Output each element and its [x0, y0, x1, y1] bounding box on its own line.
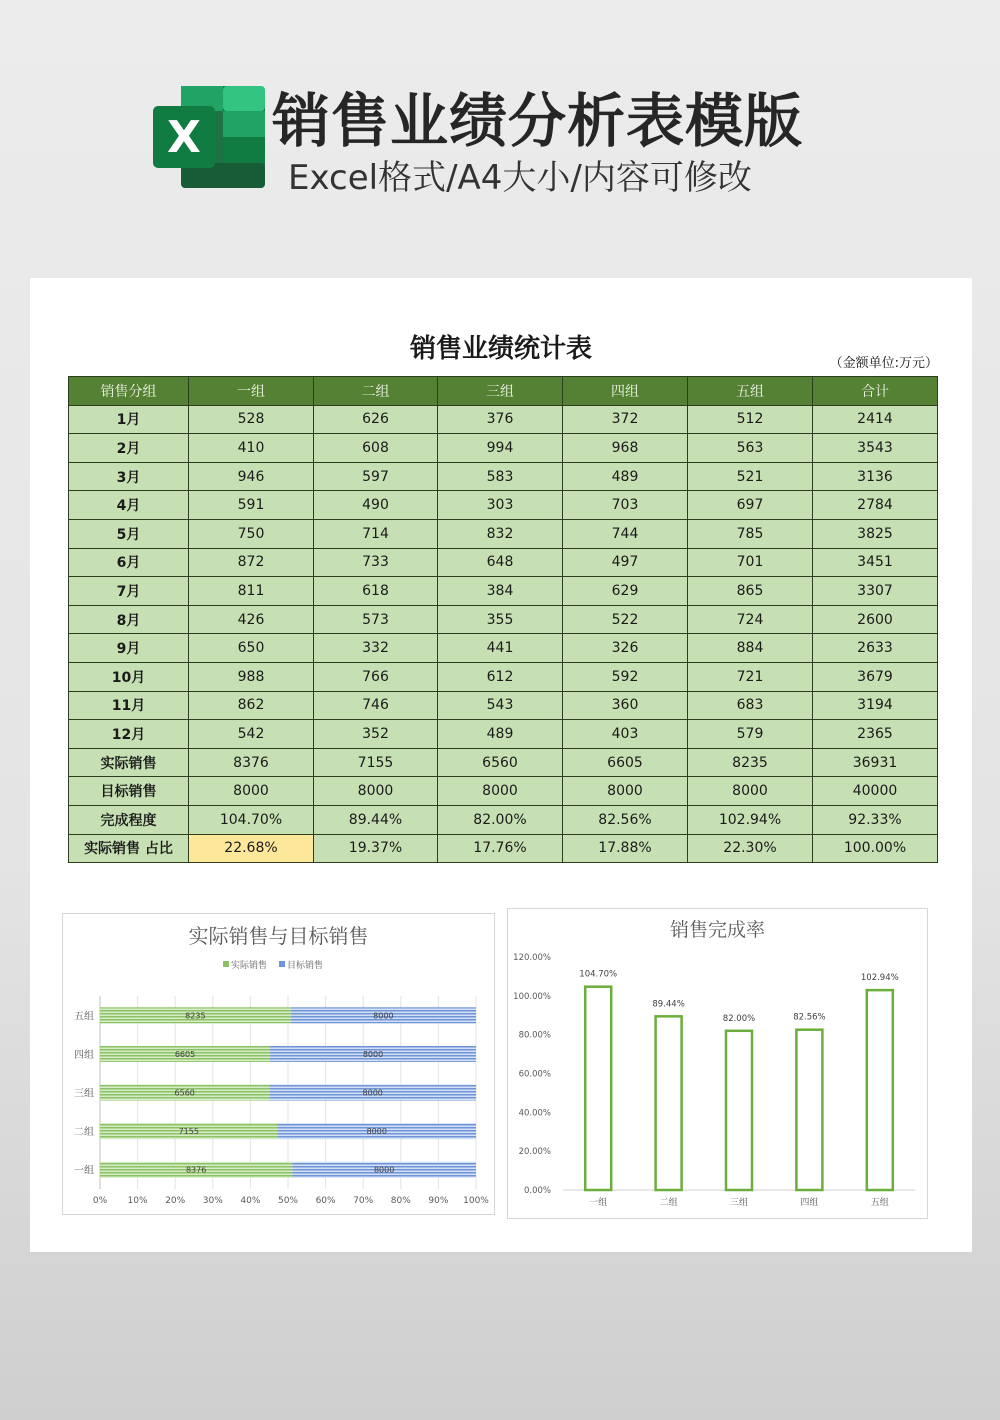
table-cell[interactable]: 733: [314, 548, 438, 577]
row-label[interactable]: 8月: [69, 605, 189, 634]
table-header-row: [69, 377, 938, 406]
row-label[interactable]: 12月: [69, 720, 189, 749]
bar-label-target: 8000: [366, 1127, 387, 1137]
x-tick-label: 四组: [800, 1198, 819, 1208]
table-cell[interactable]: 3825: [813, 519, 938, 548]
table-cell[interactable]: 618: [314, 577, 438, 606]
rate-bar: [867, 990, 893, 1190]
bar-label-actual: 7155: [178, 1127, 199, 1137]
table-cell[interactable]: 721: [688, 662, 813, 691]
table-cell[interactable]: 785: [688, 519, 813, 548]
y-tick-label: 20.00%: [518, 1147, 551, 1158]
table-row: [69, 720, 938, 749]
table-cell[interactable]: 862: [189, 691, 314, 720]
x-tick-label: 20%: [165, 1196, 186, 1206]
table-row: [69, 434, 938, 463]
table-row: [69, 405, 938, 434]
table-cell[interactable]: 490: [314, 491, 438, 520]
table-cell[interactable]: 89.44%: [314, 805, 438, 834]
table-cell[interactable]: 22.30%: [688, 834, 813, 863]
column-header: 一组: [189, 377, 314, 406]
table-cell[interactable]: 352: [314, 720, 438, 749]
table-cell[interactable]: 40000: [813, 777, 938, 806]
table-cell[interactable]: 2784: [813, 491, 938, 520]
table-cell[interactable]: 697: [688, 491, 813, 520]
table-cell[interactable]: 703: [563, 491, 688, 520]
page-title: 销售业绩分析表模版: [272, 87, 804, 155]
column-header: 四组: [563, 377, 688, 406]
y-tick-label: 五组: [74, 1011, 94, 1023]
x-tick-label: 40%: [240, 1196, 261, 1206]
table-cell[interactable]: 988: [189, 662, 314, 691]
table-cell[interactable]: 372: [563, 405, 688, 434]
table-cell[interactable]: 591: [189, 491, 314, 520]
y-tick-label: 60.00%: [518, 1069, 551, 1080]
table-cell[interactable]: 8000: [189, 777, 314, 806]
row-label[interactable]: 实际销售: [69, 748, 189, 777]
page-header: [0, 0, 1000, 260]
y-tick-label: 二组: [74, 1127, 94, 1139]
table-cell[interactable]: 629: [563, 577, 688, 606]
row-label[interactable]: 5月: [69, 519, 189, 548]
chart2-svg: [508, 909, 929, 1220]
table-cell[interactable]: 683: [688, 691, 813, 720]
chart1-svg: [63, 914, 496, 1216]
table-cell[interactable]: 612: [438, 662, 563, 691]
row-label[interactable]: 7月: [69, 577, 189, 606]
bar-label-actual: 6605: [174, 1049, 196, 1059]
table-cell[interactable]: 3194: [813, 691, 938, 720]
table-row: [69, 462, 938, 491]
column-header: 三组: [438, 377, 563, 406]
table-row: [69, 491, 938, 520]
table-cell[interactable]: 489: [438, 720, 563, 749]
table-cell[interactable]: 597: [314, 462, 438, 491]
table-cell[interactable]: 19.37%: [314, 834, 438, 863]
table-cell[interactable]: 832: [438, 519, 563, 548]
table-cell[interactable]: 968: [563, 434, 688, 463]
y-tick-label: 四组: [74, 1049, 94, 1061]
table-cell[interactable]: 104.70%: [189, 805, 314, 834]
table-cell[interactable]: 355: [438, 605, 563, 634]
table-cell[interactable]: 750: [189, 519, 314, 548]
table-cell[interactable]: 3543: [813, 434, 938, 463]
table-cell[interactable]: 8000: [314, 777, 438, 806]
x-tick-label: 一组: [589, 1198, 608, 1208]
x-tick-label: 50%: [277, 1196, 299, 1206]
legend-label: 实际销售: [231, 961, 268, 971]
table-cell[interactable]: 542: [189, 720, 314, 749]
table-cell[interactable]: 376: [438, 405, 563, 434]
y-tick-label: 三组: [74, 1088, 94, 1100]
table-cell[interactable]: 744: [563, 519, 688, 548]
table-cell[interactable]: 403: [563, 720, 688, 749]
rate-bar: [656, 1016, 682, 1190]
table-cell[interactable]: 17.88%: [563, 834, 688, 863]
y-tick-label: 100.00%: [513, 991, 551, 1002]
column-header-group: 销售分组: [69, 377, 189, 406]
table-cell[interactable]: 8235: [688, 748, 813, 777]
table-cell[interactable]: 82.56%: [563, 805, 688, 834]
table-cell[interactable]: 303: [438, 491, 563, 520]
table-cell[interactable]: 811: [189, 577, 314, 606]
table-cell[interactable]: 650: [189, 634, 314, 663]
y-tick-label: 40.00%: [518, 1108, 551, 1119]
table-row: [69, 548, 938, 577]
row-label[interactable]: 完成程度: [69, 805, 189, 834]
table-cell[interactable]: 82.00%: [438, 805, 563, 834]
table-cell[interactable]: 714: [314, 519, 438, 548]
table-cell[interactable]: 332: [314, 634, 438, 663]
bar-label-actual: 8235: [185, 1011, 206, 1021]
x-tick-label: 五组: [870, 1198, 889, 1208]
table-row: [69, 691, 938, 720]
x-tick-label: 90%: [428, 1196, 449, 1206]
x-tick-label: 60%: [315, 1196, 336, 1206]
table-row: [69, 805, 938, 834]
bar-label-target: 8000: [373, 1011, 394, 1021]
table-cell[interactable]: 884: [688, 634, 813, 663]
table-cell[interactable]: 766: [314, 662, 438, 691]
sheet-title: 销售业绩统计表: [409, 334, 592, 364]
excel-logo-icon: [153, 86, 265, 188]
table-cell[interactable]: 626: [314, 405, 438, 434]
table-cell[interactable]: 2414: [813, 405, 938, 434]
table-cell[interactable]: 543: [438, 691, 563, 720]
page-subtitle: Excel格式/A4大小/内容可修改: [288, 158, 752, 198]
sheet-paper: [30, 278, 972, 1252]
bar-value-label: 89.44%: [652, 999, 685, 1010]
table-cell[interactable]: 8000: [563, 777, 688, 806]
x-tick-label: 70%: [353, 1196, 374, 1206]
x-tick-label: 二组: [659, 1198, 678, 1208]
table-cell[interactable]: 7155: [314, 748, 438, 777]
legend-swatch: [279, 961, 285, 967]
row-label[interactable]: 实际销售 占比: [69, 834, 189, 863]
table-row: [69, 748, 938, 777]
chart2-title: 销售完成率: [669, 919, 765, 941]
table-row: [69, 519, 938, 548]
bar-value-label: 82.56%: [793, 1012, 826, 1023]
completion-rate-chart: [507, 908, 928, 1219]
table-cell[interactable]: 521: [688, 462, 813, 491]
bar-label-target: 8000: [362, 1088, 383, 1098]
chart1-title: 实际销售与目标销售: [188, 924, 369, 948]
table-cell[interactable]: 384: [438, 577, 563, 606]
table-row: [69, 605, 938, 634]
table-cell[interactable]: 100.00%: [813, 834, 938, 863]
table-cell[interactable]: 410: [189, 434, 314, 463]
table-cell[interactable]: 8000: [438, 777, 563, 806]
x-tick-label: 80%: [390, 1196, 411, 1206]
table-cell[interactable]: 592: [563, 662, 688, 691]
row-label[interactable]: 11月: [69, 691, 189, 720]
table-cell[interactable]: 3307: [813, 577, 938, 606]
table-cell[interactable]: 608: [314, 434, 438, 463]
table-cell[interactable]: 746: [314, 691, 438, 720]
row-label[interactable]: 4月: [69, 491, 189, 520]
table-cell[interactable]: 512: [688, 405, 813, 434]
table-cell[interactable]: 426: [189, 605, 314, 634]
x-tick-label: 100%: [463, 1196, 489, 1206]
table-row: [69, 634, 938, 663]
y-tick-label: 0.00%: [523, 1186, 551, 1196]
table-cell[interactable]: 326: [563, 634, 688, 663]
table-cell[interactable]: 724: [688, 605, 813, 634]
table-row: [69, 577, 938, 606]
bar-value-label: 102.94%: [860, 973, 899, 984]
x-tick-label: 三组: [729, 1198, 749, 1208]
x-tick-label: 0%: [92, 1196, 108, 1206]
table-cell[interactable]: 3451: [813, 548, 938, 577]
table-cell[interactable]: 583: [438, 462, 563, 491]
table-cell[interactable]: 92.33%: [813, 805, 938, 834]
table-cell[interactable]: 872: [189, 548, 314, 577]
y-tick-label: 80.00%: [518, 1030, 551, 1041]
table-cell[interactable]: 865: [688, 577, 813, 606]
table-cell[interactable]: 528: [189, 405, 314, 434]
table-cell[interactable]: 6560: [438, 748, 563, 777]
column-header: 五组: [688, 377, 813, 406]
table-cell[interactable]: 648: [438, 548, 563, 577]
table-cell[interactable]: 994: [438, 434, 563, 463]
table-cell[interactable]: 8000: [688, 777, 813, 806]
table-cell[interactable]: 2365: [813, 720, 938, 749]
rate-bar: [726, 1031, 752, 1190]
rate-bar: [796, 1030, 822, 1190]
bar-label-target: 8000: [373, 1165, 395, 1175]
table-cell[interactable]: 522: [563, 605, 688, 634]
column-header: 合计: [813, 377, 938, 406]
row-label[interactable]: 3月: [69, 462, 189, 491]
bar-value-label: 82.00%: [722, 1013, 756, 1024]
x-tick-label: 30%: [202, 1196, 223, 1206]
table-cell[interactable]: 8376: [189, 748, 314, 777]
table-row: [69, 662, 938, 691]
bar-label-target: 8000: [362, 1049, 384, 1059]
table-cell[interactable]: 701: [688, 548, 813, 577]
table-cell[interactable]: 497: [563, 548, 688, 577]
table-cell[interactable]: 22.68%: [189, 834, 314, 863]
bar-label-actual: 8376: [185, 1165, 207, 1175]
unit-note: （金额单位:万元）: [829, 356, 938, 371]
table-cell[interactable]: 489: [563, 462, 688, 491]
legend-swatch: [223, 961, 229, 967]
bar-label-actual: 6560: [174, 1088, 195, 1098]
table-cell[interactable]: 17.76%: [438, 834, 563, 863]
row-label[interactable]: 6月: [69, 548, 189, 577]
sales-table: [68, 376, 938, 863]
row-label[interactable]: 10月: [69, 662, 189, 691]
table-cell[interactable]: 579: [688, 720, 813, 749]
table-cell[interactable]: 563: [688, 434, 813, 463]
svg-text:X: X: [167, 112, 201, 163]
table-cell[interactable]: 2600: [813, 605, 938, 634]
rate-bar: [585, 987, 611, 1190]
table-cell[interactable]: 3136: [813, 462, 938, 491]
y-tick-label: 一组: [74, 1165, 94, 1177]
row-label[interactable]: 9月: [69, 634, 189, 663]
row-label[interactable]: 2月: [69, 434, 189, 463]
table-cell[interactable]: 573: [314, 605, 438, 634]
row-label[interactable]: 1月: [69, 405, 189, 434]
table-cell[interactable]: 360: [563, 691, 688, 720]
table-cell[interactable]: 102.94%: [688, 805, 813, 834]
chart1-legend: [223, 959, 323, 971]
column-header: 二组: [314, 377, 438, 406]
table-cell[interactable]: 6605: [563, 748, 688, 777]
bar-value-label: 104.70%: [579, 969, 618, 980]
table-cell[interactable]: 441: [438, 634, 563, 663]
x-tick-label: 10%: [127, 1196, 148, 1206]
table-cell[interactable]: 2633: [813, 634, 938, 663]
table-cell[interactable]: 36931: [813, 748, 938, 777]
actual-vs-target-chart: [62, 913, 495, 1215]
row-label[interactable]: 目标销售: [69, 777, 189, 806]
table-cell[interactable]: 946: [189, 462, 314, 491]
table-row: [69, 834, 938, 863]
table-cell[interactable]: 3679: [813, 662, 938, 691]
table-row: [69, 777, 938, 806]
legend-label: 目标销售: [287, 961, 324, 971]
y-tick-label: 120.00%: [513, 953, 551, 963]
